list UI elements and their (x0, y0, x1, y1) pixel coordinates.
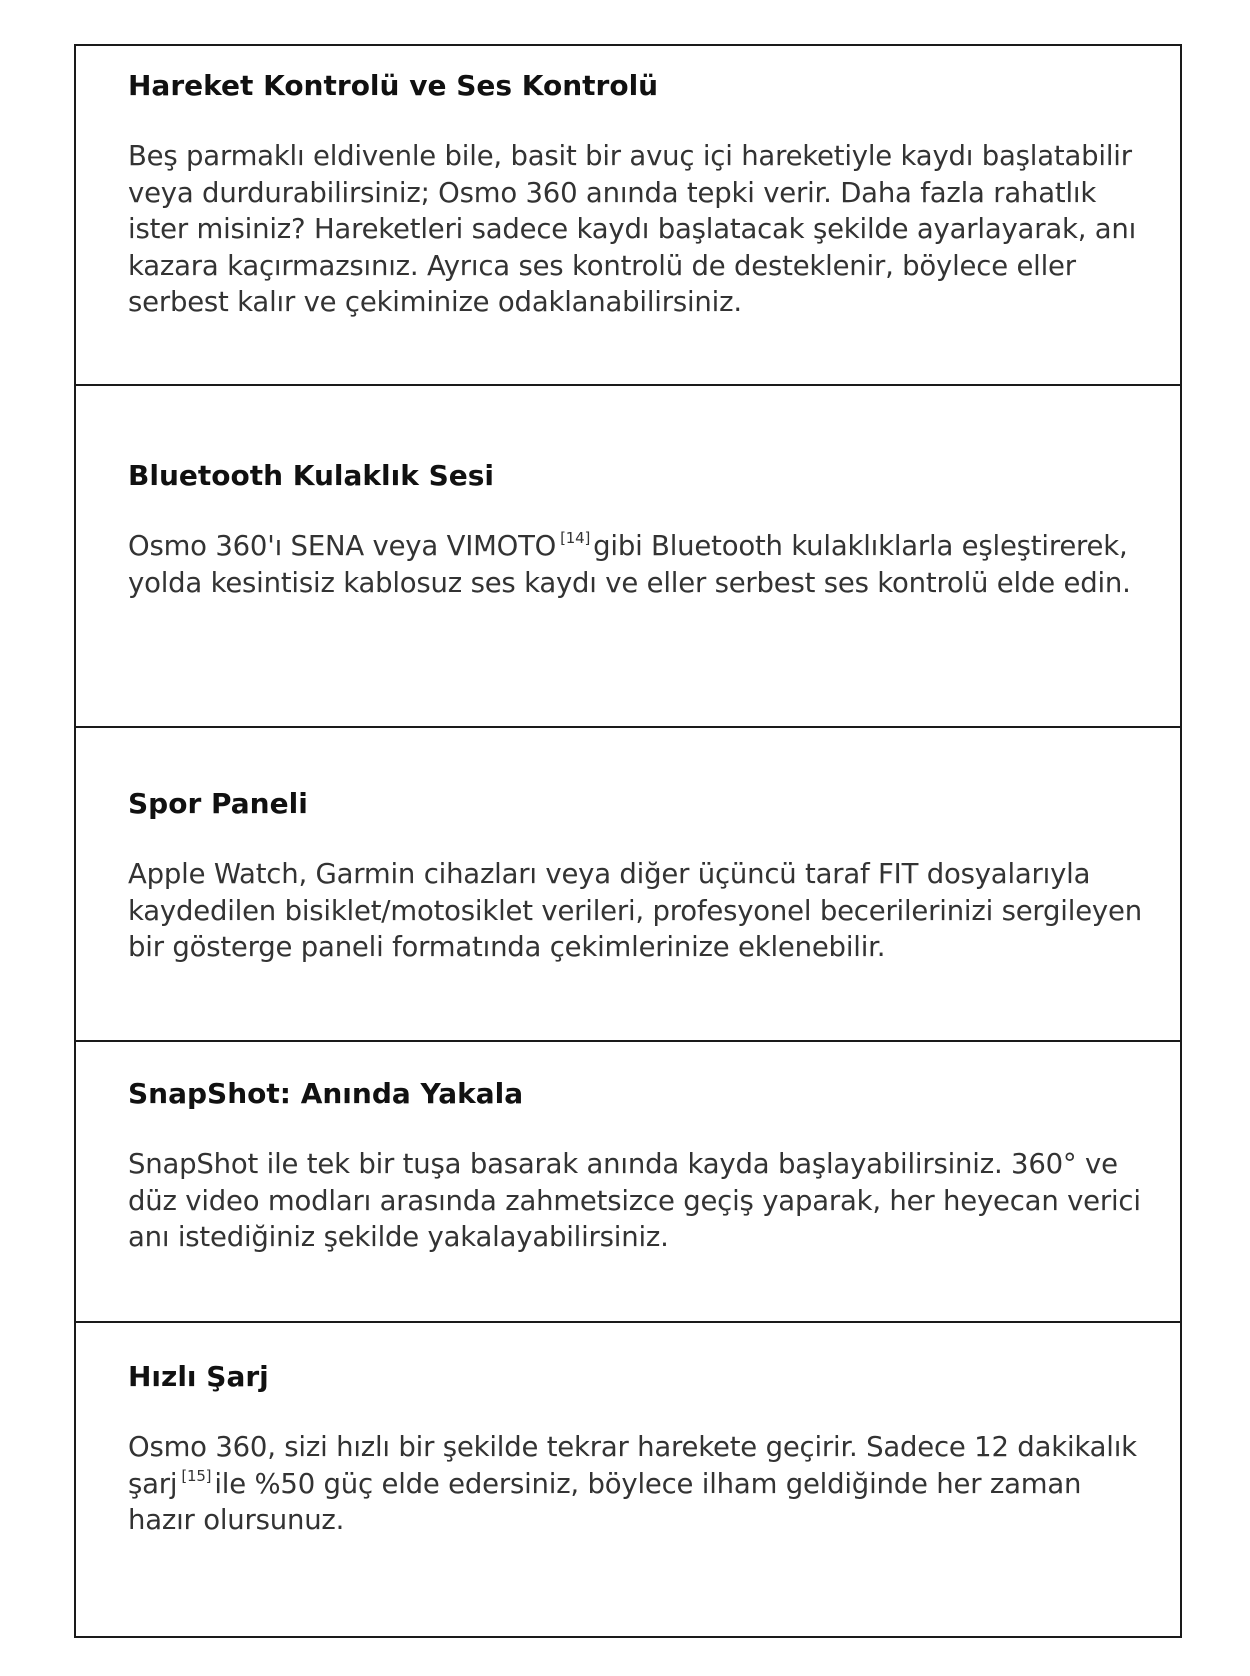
feature-description-text-continued: ile %50 güç elde edersiniz, böylece ilham geldiğinde her zaman hazır olursunuz. (128, 1467, 1082, 1536)
feature-description (128, 1146, 1152, 1256)
feature-title: Hareket Kontrolü ve Ses Kontrolü (128, 69, 659, 102)
feature-title: Hızlı Şarj (128, 1360, 269, 1393)
feature-description (128, 138, 1152, 321)
footnote-reference: [14] (560, 529, 591, 547)
feature-row-gesture-voice-control (76, 46, 1180, 386)
feature-description-text-continued: gibi Bluetooth kulaklıklarla eşleştirerek, yolda kesintisiz kablosuz ses kaydı ve eller serbest ses kontrolü elde edin. (128, 530, 1131, 599)
feature-table (74, 44, 1182, 1638)
feature-cell (128, 68, 1152, 321)
feature-row-sports-dashboard (76, 728, 1180, 1042)
footnote-reference: [15] (181, 1466, 212, 1485)
feature-cell (128, 1076, 1152, 1256)
feature-title: SnapShot: Anında Yakala (128, 1077, 524, 1110)
feature-description (128, 1429, 1152, 1539)
feature-row-fast-charging (76, 1323, 1180, 1636)
feature-cell (128, 1359, 1152, 1539)
feature-description-text: Apple Watch, Garmin cihazları veya diğer üçüncü taraf FIT dosyalarıyla kaydedilen bisiklet/motosiklet verileri, profesyonel becerilerinizi sergileyen bir gösterge paneli formatında çekimlerinize eklenebilir. (128, 858, 1142, 963)
feature-description (128, 856, 1152, 966)
feature-title: Spor Paneli (128, 787, 308, 820)
feature-description-text: Osmo 360, sizi hızlı bir şekilde tekrar harekete geçirir. Sadece 12 dakikalık şarj (128, 1431, 1137, 1500)
feature-description-text: SnapShot ile tek bir tuşa basarak anında kayda başlayabilirsiniz. 360° ve düz video modları arasında zahmetsizce geçiş yaparak, her heyecan verici anı istediğiniz şekilde yakalayabilirsiniz. (128, 1148, 1141, 1253)
feature-cell (128, 786, 1152, 966)
feature-title: Bluetooth Kulaklık Sesi (128, 459, 495, 492)
feature-row-bluetooth-headset-audio (76, 386, 1180, 728)
feature-description-text: Beş parmaklı eldivenle bile, basit bir avuç içi hareketiyle kaydı başlatabilir veya durdurabilirsiniz; Osmo 360 anında tepki verir. Daha fazla rahatlık ister misiniz? Hareketleri sadece kaydı başlatacak şekilde ayarlayarak, anı kazara kaçırmazsınız. Ayrıca ses kontrolü de desteklenir, böylece eller serbest kalır ve çekiminize odaklanabilirsiniz. (128, 140, 1137, 318)
feature-cell (128, 458, 1152, 601)
feature-description-text: Osmo 360'ı SENA veya VIMOTO (128, 530, 557, 562)
feature-description (128, 528, 1152, 601)
feature-row-snapshot (76, 1042, 1180, 1323)
